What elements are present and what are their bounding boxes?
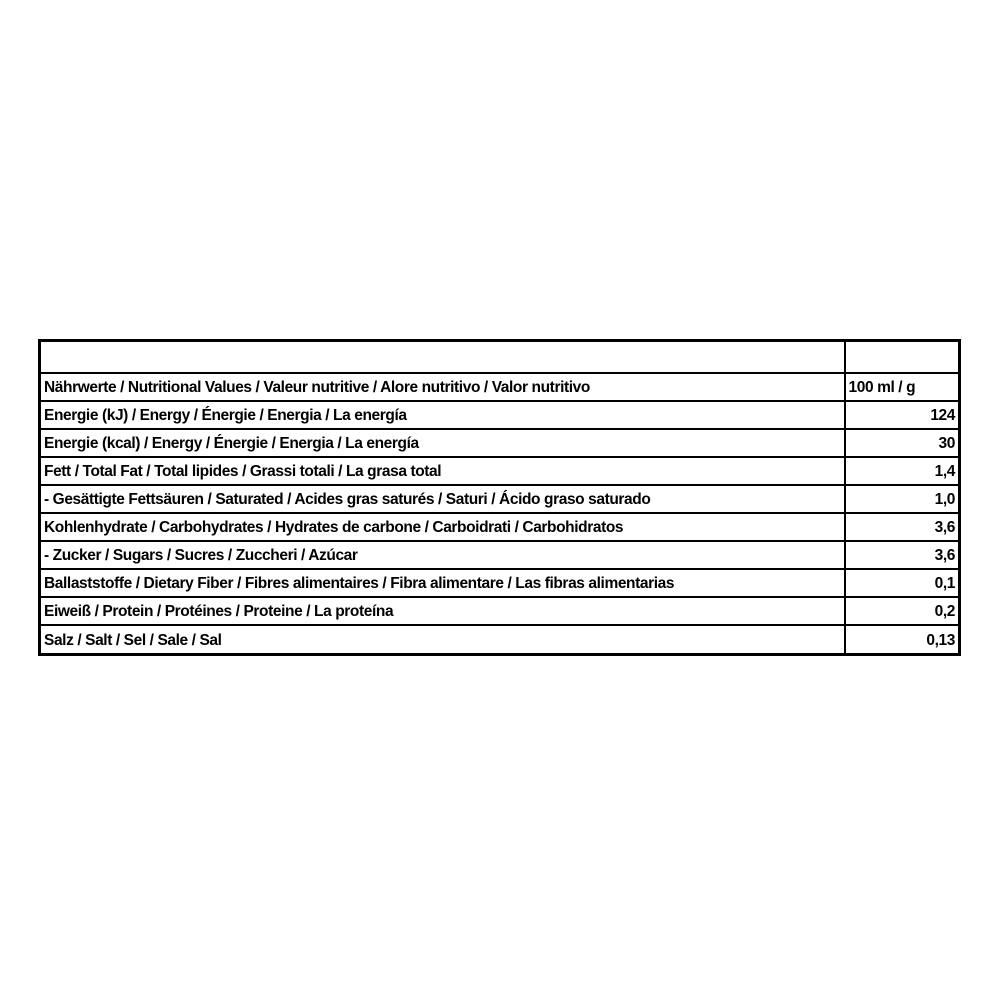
nutrition-table — [38, 339, 961, 656]
row-value: 1,0 — [845, 485, 960, 513]
row-label: Salz / Salt / Sel / Sale / Sal — [40, 625, 845, 655]
table-row-protein — [40, 597, 960, 625]
row-value: 0,13 — [845, 625, 960, 655]
nutrition-table-container — [38, 339, 961, 656]
table-row-energy-kcal — [40, 429, 960, 457]
row-label: - Zucker / Sugars / Sucres / Zuccheri / Azúcar — [40, 541, 845, 569]
table-row-empty — [40, 341, 960, 373]
table-row-salt — [40, 625, 960, 655]
row-label: Ballaststoffe / Dietary Fiber / Fibres alimentaires / Fibra alimentare / Las fibras alimentarias — [40, 569, 845, 597]
row-value: 0,2 — [845, 597, 960, 625]
row-value: 0,1 — [845, 569, 960, 597]
empty-value-cell — [845, 341, 960, 373]
row-label: Energie (kJ) / Energy / Énergie / Energia / La energía — [40, 401, 845, 429]
row-value: 124 — [845, 401, 960, 429]
header-unit: 100 ml / g — [845, 373, 960, 401]
table-row-fat — [40, 457, 960, 485]
row-label: Eiweiß / Protein / Protéines / Proteine / La proteína — [40, 597, 845, 625]
empty-label-cell — [40, 341, 845, 373]
table-row-energy-kj — [40, 401, 960, 429]
row-label: - Gesättigte Fettsäuren / Saturated / Acides gras saturés / Saturi / Ácido graso saturado — [40, 485, 845, 513]
table-row-header — [40, 373, 960, 401]
table-row-sugars — [40, 541, 960, 569]
table-row-carbohydrates — [40, 513, 960, 541]
row-value: 3,6 — [845, 513, 960, 541]
table-row-fiber — [40, 569, 960, 597]
row-label: Kohlenhydrate / Carbohydrates / Hydrates de carbone / Carboidrati / Carbohidratos — [40, 513, 845, 541]
row-value: 3,6 — [845, 541, 960, 569]
row-value: 30 — [845, 429, 960, 457]
table-row-saturated-fat — [40, 485, 960, 513]
row-label: Energie (kcal) / Energy / Énergie / Energia / La energía — [40, 429, 845, 457]
header-label: Nährwerte / Nutritional Values / Valeur nutritive / Alore nutritivo / Valor nutritivo — [40, 373, 845, 401]
row-label: Fett / Total Fat / Total lipides / Grassi totali / La grasa total — [40, 457, 845, 485]
row-value: 1,4 — [845, 457, 960, 485]
